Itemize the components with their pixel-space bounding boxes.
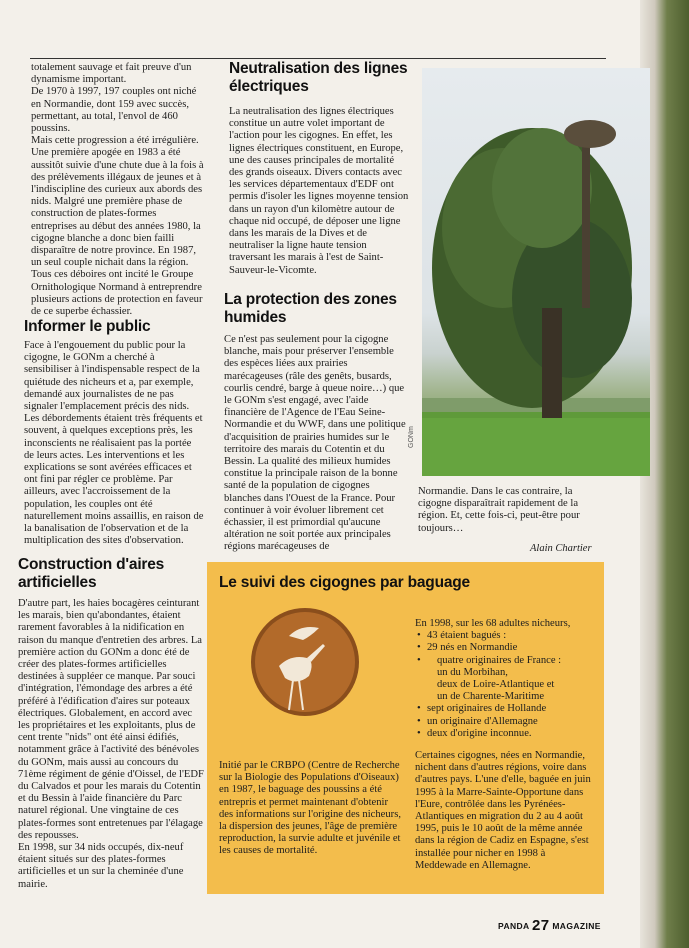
column-3-conclusion	[418, 486, 598, 535]
protection-paragraph: Ce n'est pas seulement pour la cigogne blanche, mais pour préserver l'ensemble des espèces liées aux prairies marécageuses (râle des genêts, busards, courlis cendré, barge à queue noire…) que le GONm s'est engagé, avec l'aide financière de l'Agence de l'Eau Seine-Normandie et du WWF, dans une politique d'acquisition de prairies humides sur le territoire des marais du Cotentin et du Bessin. La qualité des milieux humides constitue la principale raison de la bonne santé de la population de cigognes blanches dans l'Ouest de la France. Pour continuer à voir évoluer librement cet échassier, il est primordial qu'aucune altération ne soit portée aux principales régions marécageuses de	[224, 334, 406, 553]
stats-item-text: quatre originaires de France :	[437, 654, 562, 666]
heading-informer: Informer le public	[24, 318, 151, 335]
box-intro-paragraph: Initié par le CRBPO (Centre de Recherche sur la Biologie des Populations d'Oiseaux) en 1987, le baguage des poussins a été entrepris et permet maintenant d'obtenir des informations sur l'origine des nicheurs, la dispersion des jeunes, l'âge de première reproduction, la survie adulte et juvénile et les causes de mortalité.	[219, 760, 401, 857]
construction-paragraph-1: D'autre part, les haies bocagères ceinturant les marais, bien qu'abondantes, étaient rarement favorables à la nidification en raison du manque d'entretien des arbres. La première action du GONm a donc été de créer des plates-formes artificielles destinées à suppléer ce manque. Par souci d'intégration, l'émondage des arbres a été préféré à l'édification d'aires sur poteaux électriques. Globalement, en accord avec les propriétaires et les exploitants, plus de cent trente "nids" ont été ainsi édifiés, notamment grâce à l'activité des bénévoles du GONm, mais aussi au concours du 71ème régiment de génie d'Oissel, de l'EDF du Calvados et pour les marais du Cotentin et du Bessin à l'aide financière du Parc naturel régional. Une vingtaine de ces plates-formes sont entretenues par l'élagage des repousses.	[18, 598, 204, 841]
stats-intro: En 1998, sur les 68 adultes nicheurs,	[415, 618, 571, 629]
header-rule	[30, 58, 606, 59]
column-1-informer	[24, 340, 204, 547]
neutralisation-paragraph: La neutralisation des lignes électriques constitue un autre volet important de l'action pour les cigognes. En effet, les lignes électriques constituent, en Europe, une des causes principales de mortalité des grands oiseaux. Divers contacts avec les services départementaux d'EDF ont permis d'isoler les lignes moyenne tension dans un rayon d'un kilomètre autour de chaque nid occupé, de déposer une ligne dans les marais de la Dives et de neutraliser la ligne haute tension traversant les marais à l'est de Saint-Sauveur-le-Vicomte.	[229, 106, 409, 276]
intro-paragraph-2: De 1970 à 1997, 197 couples ont niché en Normandie, dont 159 avec succès, permettant, au total, l'envol de 460 poussins.	[31, 86, 197, 135]
stats-subitem: un du Morbihan,	[437, 666, 508, 678]
box-intro-text	[219, 760, 401, 858]
stats-item: • 43 étaient bagués :	[417, 630, 599, 642]
heading-protection-line-2: humides	[224, 309, 287, 326]
photo-credit: GONm	[408, 426, 415, 448]
page-number: 27	[532, 917, 550, 934]
box-stats	[415, 618, 599, 872]
baguage-sidebar-box	[207, 562, 604, 894]
heading-construction-line-1: Construction d'aires	[18, 556, 165, 573]
stats-item: • 29 nés en Normandie	[417, 642, 599, 654]
intro-paragraph-1: totalement sauvage et fait preuve d'un dynamisme important.	[31, 62, 192, 86]
author-signature: Alain Chartier	[530, 543, 592, 554]
heading-neutralisation-line-1: Neutralisation des lignes	[229, 60, 408, 77]
stats-subitem: deux de Loire-Atlantique et	[437, 679, 555, 691]
page-footer	[498, 917, 601, 934]
column-1-construction	[18, 598, 204, 891]
footer-magazine: MAGAZINE	[552, 921, 601, 931]
stats-subitems	[427, 667, 599, 704]
stats-item: • un originaire d'Allemagne	[417, 716, 599, 728]
stats-item	[417, 655, 599, 704]
heading-construction-line-2: artificielles	[18, 574, 97, 591]
stork-nest-icon	[564, 120, 616, 148]
box-title: Le suivi des cigognes par baguage	[219, 574, 470, 591]
construction-paragraph-2: En 1998, sur 34 nids occupés, dix-neuf étaient situés sur des plates-formes artificielles et un sur la cheminée d'une mairie.	[18, 842, 184, 890]
box-migration-paragraph: Certaines cigognes, nées en Normandie, nichent dans d'autres régions, voire dans d'autres pays. L'une d'elle, baguée en juin 1995 à la Marre-Sainte-Opportune dans l'Eure, contrôlée dans les Pyrénées-Atlantiques en migration du 2 au 4 août 1995, puis le 10 août de la même année dans la région de Cadiz en Espagne, s'est installée pour nicher en 1998 à Meddewade en Allemagne.	[415, 750, 591, 871]
heading-neutralisation-line-2: électriques	[229, 78, 309, 95]
heading-neutralisation	[229, 60, 407, 96]
tree-illustration	[422, 68, 650, 476]
column-1-intro	[31, 62, 204, 318]
footer-brand: PANDA	[498, 921, 530, 931]
heading-construction	[18, 556, 164, 592]
heading-protection	[224, 291, 397, 327]
heading-protection-line-1: La protection des zones	[224, 291, 397, 308]
informer-paragraph: Face à l'engouement du public pour la cigogne, le GONm a cherché à sensibiliser à l'indispensable respect de la quiétude des nicheurs et a, par exemple, demandé aux journalistes de ne pas signaler l'emplacement précis des nids. Les débordements étaient très fréquents et souvent, à quelques exceptions près, les inconscients ne réalisaient pas la portée de leurs actes. Les interventions et les explications se sont avérées efficaces et ont fini par régler ce problème. Par ailleurs, avec l'accroissement de la population, les couples ont été naturellement moins assaillis, en raison de la banalisation de l'observation et de la multiplication des sites d'observation.	[24, 340, 204, 547]
column-2-protection	[224, 334, 406, 554]
stats-subitem: un de Charente-Maritime	[437, 691, 545, 703]
column-2-neutralisation	[229, 106, 409, 277]
conclusion-paragraph: Normandie. Dans le cas contraire, la cigogne disparaîtrait rapidement de la région. Et, cette fois-ci, peut-être pour toujours…	[418, 486, 580, 534]
stork-emblem-icon	[249, 606, 361, 718]
stats-item: • deux d'origine inconnue.	[417, 728, 599, 740]
intro-paragraph-3: Mais cette progression a été irrégulière. Une première apogée en 1983 a été aussitôt suivie d'une chute due à la fois à des prélèvements illégaux de jeunes et à l'indiscipline des curieux aux abords des nids. Malgré une première phase de construction de plates-formes entreprises au début des années 1980, la cigogne blanche a donc bien failli disparaître de notre province. En 1987, un seul couple nichait dans la région. Tous ces déboires ont incité le Groupe Ornithologique Normand à entreprendre plusieurs actions de protection en faveur de ce superbe échassier.	[31, 135, 204, 318]
stats-item: • sept originaires de Hollande	[417, 703, 599, 715]
stats-list	[417, 630, 599, 740]
stork-nest-tree-photo	[422, 68, 650, 476]
